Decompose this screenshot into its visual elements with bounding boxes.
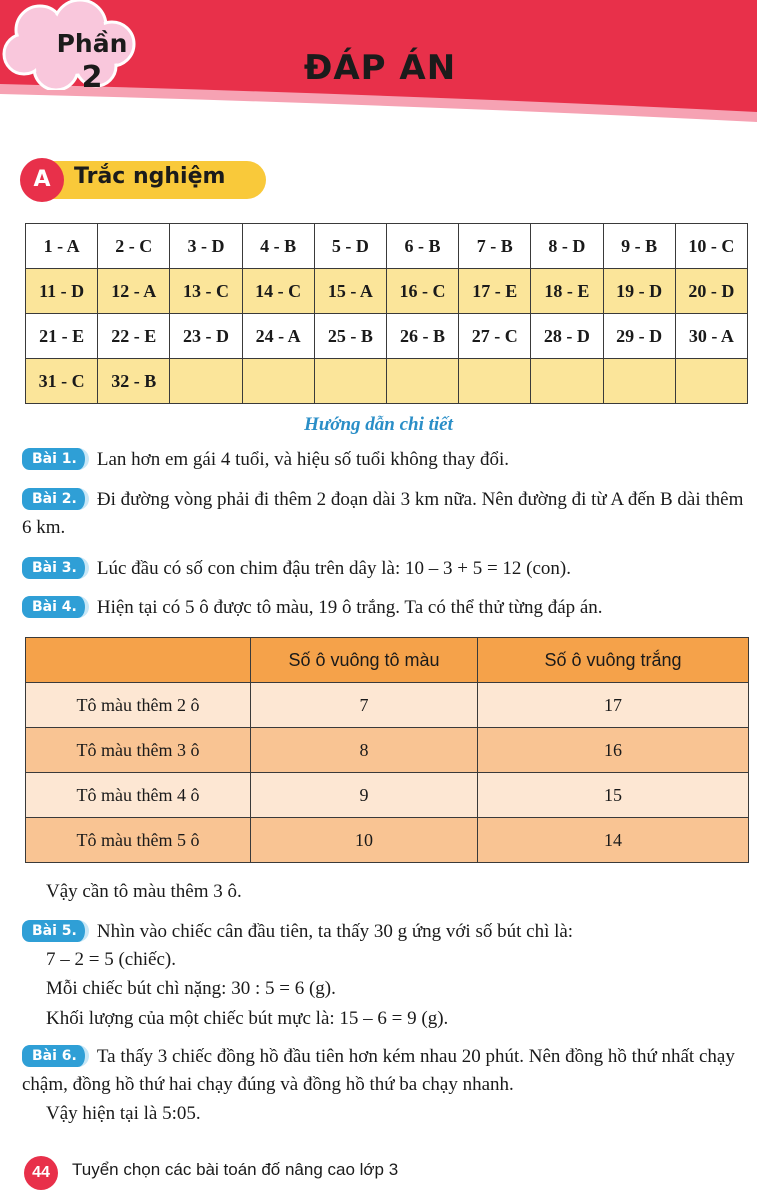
answer-cell: 32 - B: [98, 359, 170, 404]
problem-badge: Bài 1.: [22, 448, 89, 470]
table-cell: 7: [251, 683, 478, 728]
table-cell: Tô màu thêm 2 ô: [26, 683, 251, 728]
answer-row: [26, 359, 748, 404]
problem-badge: Bài 2.: [22, 488, 89, 510]
problem-text: Ta thấy 3 chiếc đồng hồ đầu tiên hơn kém nhau 20 phút. Nên đồng hồ thứ nhất chạy chậm, đồng hồ thứ hai chạy đúng và đồng hồ thứ ba chạy nhanh.: [22, 1046, 735, 1095]
answer-cell: 28 - D: [531, 314, 603, 359]
problem-2: [22, 486, 746, 542]
answer-cell: 13 - C: [170, 269, 242, 314]
page-header: [0, 0, 757, 130]
problem-5-line-4: Khối lượng của một chiếc bút mực là: 15 – 6 = 9 (g).: [46, 1008, 449, 1029]
answer-cell: 22 - E: [98, 314, 170, 359]
answer-cell: [314, 359, 386, 404]
answer-cell: [170, 359, 242, 404]
coloring-table-header: [26, 638, 749, 683]
problem-3: [22, 555, 746, 583]
problem-5: [22, 918, 746, 946]
problem-6-line-2: Vậy hiện tại là 5:05.: [46, 1103, 201, 1124]
problem-4-conclusion: Vậy cần tô màu thêm 3 ô.: [46, 881, 242, 902]
problem-badge: Bài 3.: [22, 557, 89, 579]
answer-cell: 16 - C: [386, 269, 458, 314]
table-cell: Tô màu thêm 5 ô: [26, 818, 251, 863]
answer-cell: [242, 359, 314, 404]
answer-cell: 24 - A: [242, 314, 314, 359]
answer-cell: 25 - B: [314, 314, 386, 359]
answer-cell: 4 - B: [242, 224, 314, 269]
problem-text: Đi đường vòng phải đi thêm 2 đoạn dài 3 km nữa. Nên đường đi từ A đến B dài thêm 6 km.: [22, 489, 744, 538]
problem-1: [22, 446, 746, 474]
table-cell: 17: [478, 683, 749, 728]
guide-title: Hướng dẫn chi tiết: [304, 414, 453, 435]
problem-text: Nhìn vào chiếc cân đầu tiên, ta thấy 30 g ứng với số bút chì là:: [96, 921, 574, 942]
answer-cell: 2 - C: [98, 224, 170, 269]
answer-cell: 8 - D: [531, 224, 603, 269]
column-header: [26, 638, 251, 683]
answer-cell: 7 - B: [459, 224, 531, 269]
answer-cell: 5 - D: [314, 224, 386, 269]
answer-cell: 27 - C: [459, 314, 531, 359]
answer-cell: 15 - A: [314, 269, 386, 314]
table-cell: 14: [478, 818, 749, 863]
coloring-table-row: [26, 683, 749, 728]
column-header: Số ô vuông trắng: [478, 638, 749, 683]
table-cell: 16: [478, 728, 749, 773]
answer-cell: 11 - D: [26, 269, 98, 314]
coloring-table-row: [26, 728, 749, 773]
table-cell: 10: [251, 818, 478, 863]
answer-cell: 31 - C: [26, 359, 98, 404]
coloring-table-row: [26, 818, 749, 863]
answer-cell: 3 - D: [170, 224, 242, 269]
section-title: Trắc nghiệm: [74, 164, 226, 189]
part-label: Phần: [56, 29, 128, 58]
problem-6: [22, 1043, 746, 1099]
answer-row: [26, 314, 748, 359]
problem-badge: Bài 6.: [22, 1045, 89, 1067]
answer-cell: 18 - E: [531, 269, 603, 314]
problem-5-line-3: Mỗi chiếc bút chì nặng: 30 : 5 = 6 (g).: [46, 978, 336, 999]
problem-text: Lan hơn em gái 4 tuổi, và hiệu số tuổi không thay đổi.: [96, 449, 510, 470]
problem-text: Lúc đầu có số con chim đậu trên dây là: 10 – 3 + 5 = 12 (con).: [96, 558, 571, 579]
answer-cell: 1 - A: [26, 224, 98, 269]
answer-cell: 23 - D: [170, 314, 242, 359]
answer-cell: 29 - D: [603, 314, 675, 359]
answer-table: [25, 223, 748, 404]
table-cell: 15: [478, 773, 749, 818]
problem-badge: Bài 4.: [22, 596, 89, 618]
problem-badge: Bài 5.: [22, 920, 89, 942]
problem-5-line-2: 7 – 2 = 5 (chiếc).: [46, 949, 176, 970]
answer-cell: [603, 359, 675, 404]
table-cell: 9: [251, 773, 478, 818]
page-number: 44: [24, 1156, 58, 1190]
answer-row: [26, 269, 748, 314]
answer-cell: 20 - D: [675, 269, 747, 314]
part-number: 2: [81, 60, 103, 95]
answer-cell: [386, 359, 458, 404]
answer-cell: [459, 359, 531, 404]
table-cell: 8: [251, 728, 478, 773]
answer-cell: 19 - D: [603, 269, 675, 314]
book-title: Tuyển chọn các bài toán đố nâng cao lớp 3: [72, 1160, 399, 1179]
problem-text: Hiện tại có 5 ô được tô màu, 19 ô trắng. Ta có thể thử từng đáp án.: [96, 597, 603, 618]
answer-cell: 17 - E: [459, 269, 531, 314]
answer-cell: [675, 359, 747, 404]
answer-cell: 12 - A: [98, 269, 170, 314]
answer-cell: 10 - C: [675, 224, 747, 269]
table-cell: Tô màu thêm 3 ô: [26, 728, 251, 773]
answer-cell: 14 - C: [242, 269, 314, 314]
table-cell: Tô màu thêm 4 ô: [26, 773, 251, 818]
coloring-table: [25, 637, 749, 863]
problem-4: [22, 594, 746, 622]
page-title: ĐÁP ÁN: [303, 48, 457, 88]
answer-cell: 21 - E: [26, 314, 98, 359]
answer-cell: 6 - B: [386, 224, 458, 269]
answer-cell: 30 - A: [675, 314, 747, 359]
answer-cell: 9 - B: [603, 224, 675, 269]
column-header: Số ô vuông tô màu: [251, 638, 478, 683]
section-letter: A: [20, 158, 64, 202]
answer-cell: 26 - B: [386, 314, 458, 359]
coloring-table-row: [26, 773, 749, 818]
answer-row: [26, 224, 748, 269]
answer-cell: [531, 359, 603, 404]
